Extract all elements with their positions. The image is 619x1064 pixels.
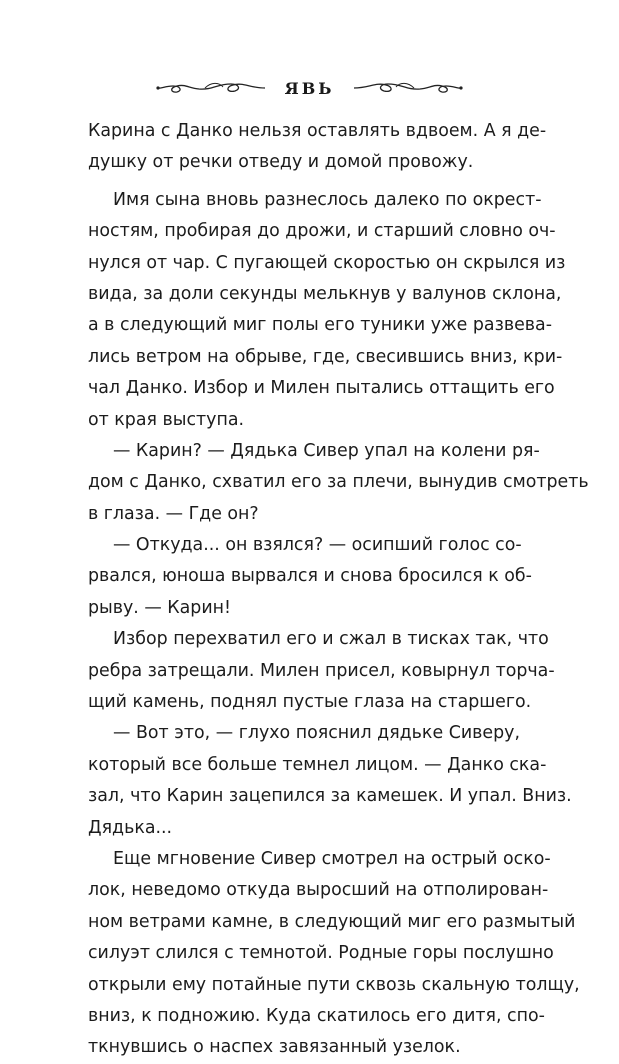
left-flourish-icon (155, 78, 267, 98)
text-line: душку от речки отведу и домой провожу. (88, 152, 474, 173)
text-line: Дядька... (88, 817, 173, 838)
text-line: нулся от чар. С пугающей скоростью он скрылся из (88, 252, 566, 273)
text-line: вида, за доли секунды мелькнув у валунов склона, (88, 283, 562, 304)
text-line: ном ветрами камне, в следующий миг его размытый (88, 911, 576, 932)
right-flourish-icon (352, 78, 464, 98)
text-line: от края выступа. (88, 409, 245, 430)
text-line: — Откуда... он взялся? — осипший голос со- (113, 535, 522, 556)
text-line: который все больше темнел лицом. — Данко ска- (88, 754, 547, 775)
text-line: ребра затрещали. Милен присел, ковырнул торча- (88, 660, 555, 681)
text-line: лись ветром на обрыве, где, свесившись вниз, кри- (88, 346, 563, 367)
text-line: — Карин? — Дядька Сивер упал на колени ря- (113, 440, 540, 461)
text-line: ткнувшись о наспех завязанный узелок. (88, 1037, 461, 1058)
text-line: в глаза. — Где он? (88, 503, 259, 524)
text-line: вниз, к подножию. Куда скатилось его дитя, спо- (88, 1005, 545, 1026)
text-line: чал Данко. Избор и Милен пытались оттащить его (88, 378, 555, 399)
text-line: а в следующий миг полы его туники уже развева- (88, 315, 552, 336)
text-line: — Вот это, — глухо пояснил дядьке Сиверу, (113, 723, 520, 744)
text-line: щий камень, поднял пустые глаза на старшего. (88, 692, 532, 713)
running-head: ЯВЬ (284, 78, 335, 98)
text-line: рвался, юноша вырвался и снова бросился к об- (88, 566, 532, 587)
text-line: Еще мгновение Сивер смотрел на острый оско- (113, 848, 551, 869)
text-line: дом с Данко, схватил его за плечи, вынудив смотреть (88, 472, 589, 493)
text-line: рыву. — Карин! (88, 597, 231, 618)
body-text (88, 116, 589, 1064)
text-line: силуэт слился с темнотой. Родные горы послушно (88, 943, 554, 964)
text-line: Имя сына вновь разнеслось далеко по окрест- (113, 189, 542, 210)
text-line: открыли ему потайные пути сквозь скальную толщу, (88, 974, 580, 995)
text-line: лок, неведомо откуда выросший на отполирован- (88, 880, 549, 901)
text-line: Карина с Данко нельзя оставлять вдвоем. А я де- (88, 121, 547, 141)
text-line: ностям, пробирая до дрожи, и старший словно оч- (88, 221, 556, 242)
text-line: зал, что Карин зацепился за камешек. И упал. Вниз. (88, 786, 572, 807)
text-line: Избор перехватил его и сжал в тисках так, что (113, 629, 549, 650)
page-header (0, 70, 619, 106)
